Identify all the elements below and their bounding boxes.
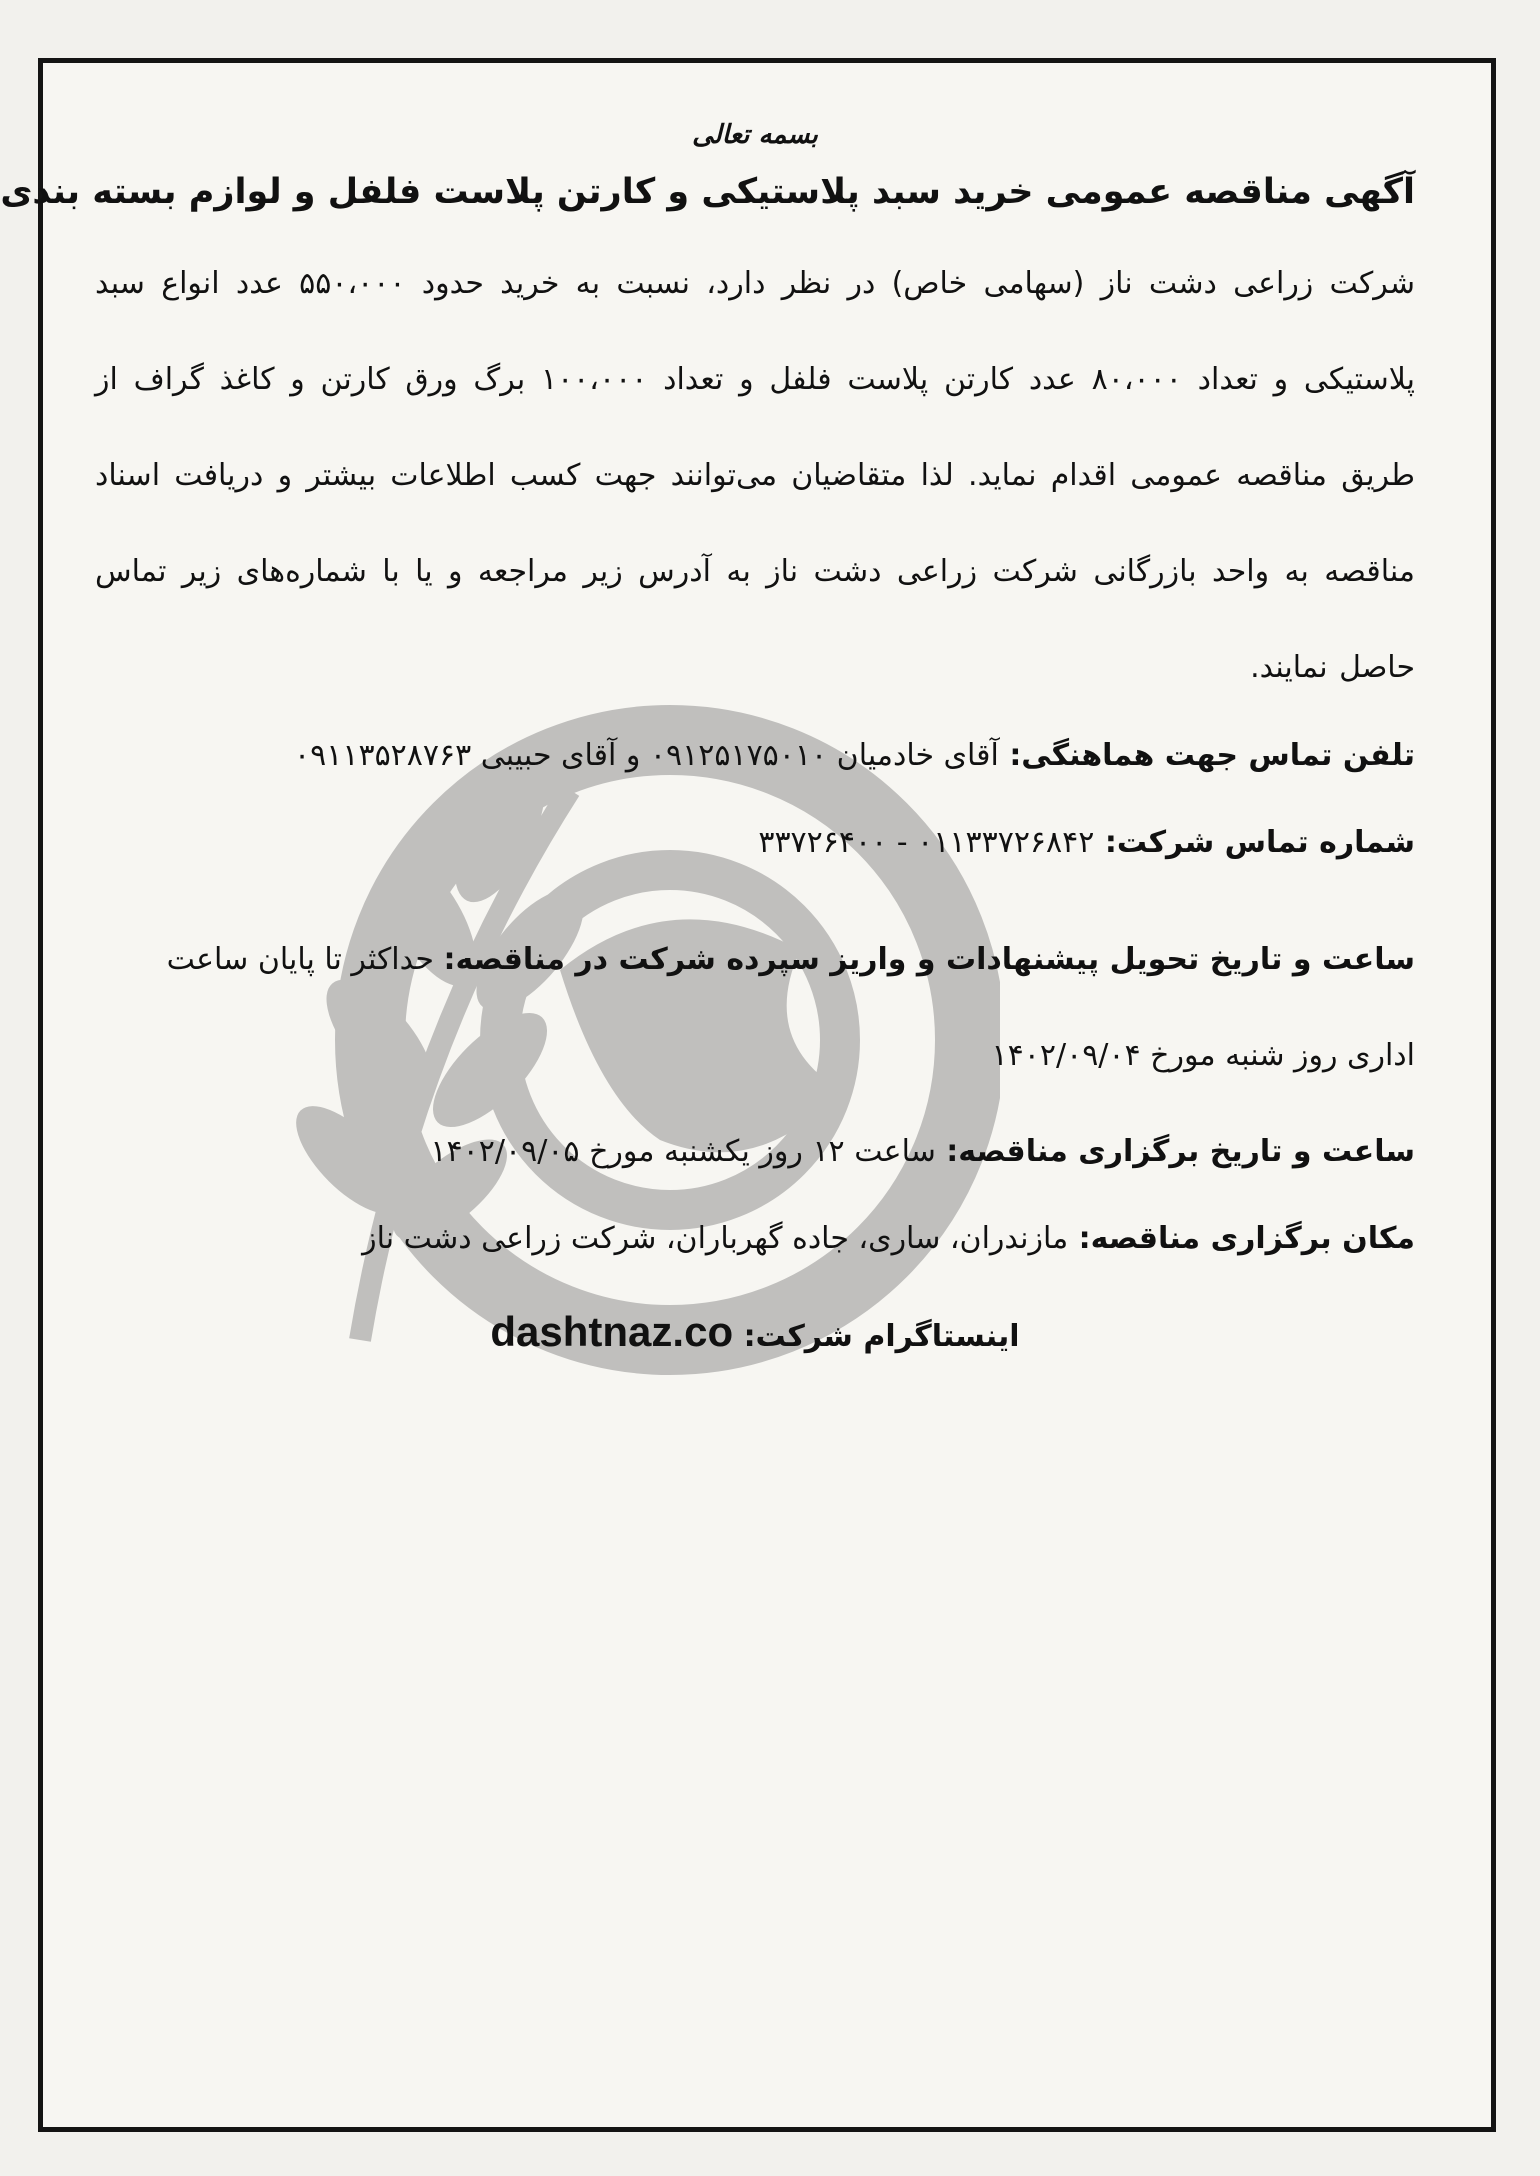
intro-paragraph: شرکت زراعی دشت ناز (سهامی خاص) در نظر دارد، نسبت به خرید حدود ۵۵۰،۰۰۰ عدد انواع سبد پلاستیکی و تعداد ۸۰،۰۰۰ عدد کارتن پلاست فلفل و تعداد ۱۰۰،۰۰۰ برگ ورق کارتن و کاغذ گراف از طریق مناقصه عمومی اقدام نماید. لذا متقاضیان می‌توانند جهت کسب اطلاعات بیشتر و دریافت اسناد مناقصه به واحد بازرگانی شرکت زراعی دشت ناز به آدرس زیر مراجعه و یا با شماره‌های زیر تماس حاصل نمایند.	[95, 266, 1415, 685]
deadline-value: حداکثر تا پایان ساعت اداری روز شنبه مورخ ۱۴۰۲/۰۹/۰۴	[166, 942, 1415, 1073]
coordination-phone-value: آقای خادمیان ۰۹۱۲۵۱۷۵۰۱۰ و آقای حبیبی ۰۹۱۱۳۵۲۸۷۶۳	[294, 738, 999, 773]
coordination-phone-line	[95, 738, 1415, 773]
location-line	[95, 1221, 1415, 1256]
tender-notice	[0, 120, 1415, 1356]
deadline-line	[95, 912, 1415, 1104]
company-phone-label: شماره تماس شرکت:	[1104, 825, 1415, 860]
instagram-handle: dashtnaz.co	[490, 1308, 734, 1355]
instagram-line	[95, 1308, 1415, 1356]
tender-time-value: ساعت ۱۲ روز یکشنبه مورخ ۱۴۰۲/۰۹/۰۵	[430, 1134, 936, 1169]
tender-time-line	[95, 1134, 1415, 1169]
coordination-phone-label: تلفن تماس جهت هماهنگی:	[1009, 738, 1415, 773]
deadline-label: ساعت و تاریخ تحویل پیشنهادات و واریز سپرده شرکت در مناقصه:	[443, 942, 1415, 977]
company-phone-line	[95, 825, 1415, 860]
tender-time-label: ساعت و تاریخ برگزاری مناقصه:	[946, 1134, 1415, 1169]
location-value: مازندران، ساری، جاده گهرباران، شرکت زراعی دشت ناز	[362, 1221, 1069, 1256]
company-phone-value: ۰۱۱۳۳۷۲۶۸۴۲ - ۳۳۷۲۶۴۰۰	[758, 825, 1095, 860]
location-label: مکان برگزاری مناقصه:	[1078, 1221, 1415, 1256]
notice-title: آگهی مناقصه عمومی خرید سبد پلاستیکی و کارتن پلاست فلفل و لوازم بسته بندی	[0, 172, 1415, 212]
basmala: بسمه تعالی	[692, 120, 818, 150]
instagram-label: اینستاگرام شرکت:	[743, 1319, 1020, 1354]
